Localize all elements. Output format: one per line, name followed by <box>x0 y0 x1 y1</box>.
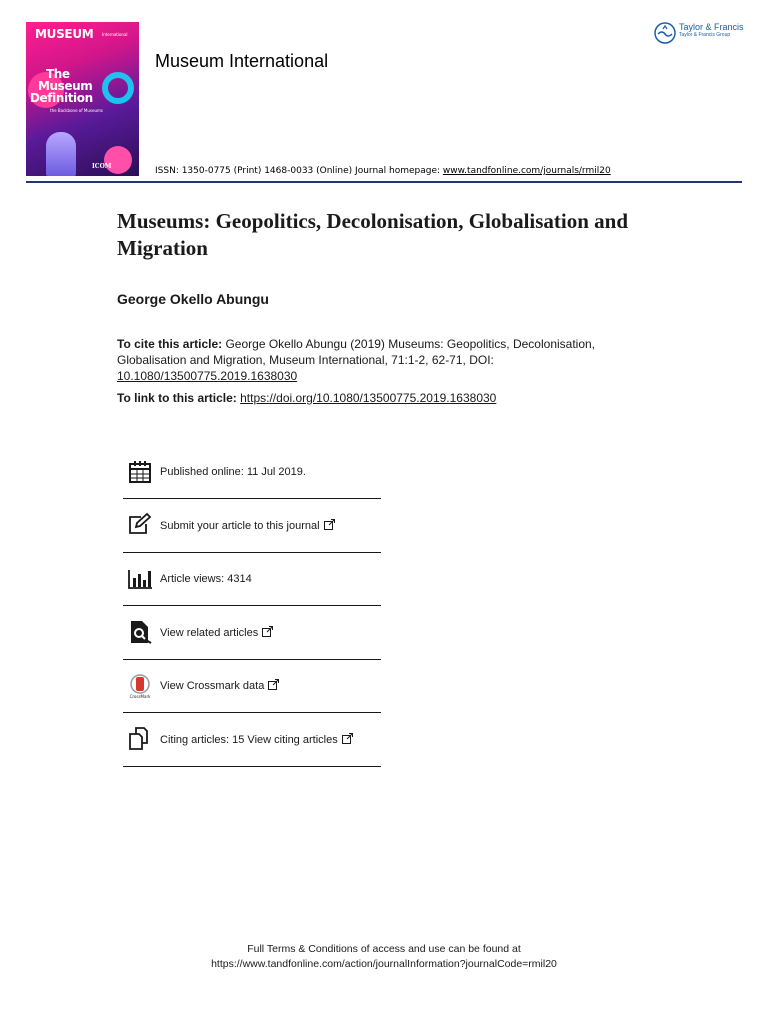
cite-label: To cite this article: <box>117 337 223 351</box>
cover-subtitle: the Backbone of Museums <box>50 108 103 113</box>
info-item-citing[interactable] <box>123 713 381 767</box>
info-label[interactable]: Citing articles: 15 View citing articles <box>160 733 353 746</box>
info-item-crossmark[interactable] <box>123 660 381 714</box>
cover-title: The Museum Definition <box>30 67 93 105</box>
citation-block <box>117 336 657 384</box>
info-item-views <box>123 553 381 607</box>
edit-icon <box>127 512 153 538</box>
publisher-tagline: Taylor & Francis Group <box>679 32 731 38</box>
info-label: Article views: 4314 <box>160 572 252 585</box>
journal-homepage-link[interactable]: www.tandfonline.com/journals/rmil20 <box>442 166 611 176</box>
header-divider <box>26 181 742 183</box>
info-item-submit[interactable] <box>123 499 381 553</box>
article-link-block <box>117 390 677 406</box>
cover-figure <box>46 132 76 176</box>
footer-terms-link[interactable]: https://www.tandfonline.com/action/journalInformation?journalCode=rmil20 <box>211 958 557 970</box>
external-link-icon <box>342 733 353 744</box>
article-doi-link[interactable]: https://doi.org/10.1080/13500775.2019.1638030 <box>240 391 497 405</box>
article-author: George Okello Abungu <box>117 291 269 307</box>
article-info-list <box>123 445 381 767</box>
info-label[interactable]: View Crossmark data <box>160 679 279 692</box>
info-item-published <box>123 445 381 499</box>
svg-text:CrossMark: CrossMark <box>129 693 151 699</box>
cover-masthead-sub: International <box>102 32 128 37</box>
publisher-logo-icon <box>654 22 676 44</box>
publisher-name: Taylor & Francis <box>679 22 744 32</box>
publisher-logo[interactable] <box>654 22 744 44</box>
external-link-icon <box>262 626 273 637</box>
footer-line-1: Full Terms & Conditions of access and use can be found at <box>247 943 521 955</box>
cover-masthead: MUSEUM <box>35 27 94 41</box>
related-search-icon <box>127 619 153 645</box>
bar-chart-icon <box>127 566 153 592</box>
info-label[interactable]: View related articles <box>160 626 273 639</box>
issn-line <box>155 166 611 176</box>
journal-title: Museum International <box>155 51 329 71</box>
link-label: To link to this article: <box>117 391 241 405</box>
footer-terms <box>0 942 768 972</box>
calendar-icon <box>127 459 153 485</box>
external-link-icon <box>324 519 335 530</box>
cover-logo: ICOM <box>92 163 112 170</box>
info-item-related[interactable] <box>123 606 381 660</box>
external-link-icon <box>268 679 279 690</box>
issn-text: ISSN: 1350-0775 (Print) 1468-0033 (Online) Journal homepage: <box>155 166 443 176</box>
cite-text: George Okello Abungu (2019) Museums: Geopolitics, Decolonisation, Globalisation and Migration, Museum International, 71:1-2, 62-71, DOI: <box>117 337 596 367</box>
cite-doi-link[interactable]: 10.1080/13500775.2019.1638030 <box>117 369 298 383</box>
info-label: Published online: 11 Jul 2019. <box>160 465 306 478</box>
citing-icon <box>127 726 153 752</box>
crossmark-icon <box>127 673 153 699</box>
journal-cover-image <box>26 22 139 176</box>
article-title: Museums: Geopolitics, Decolonisation, Globalisation and Migration <box>117 209 629 260</box>
info-label[interactable]: Submit your article to this journal <box>160 519 335 532</box>
